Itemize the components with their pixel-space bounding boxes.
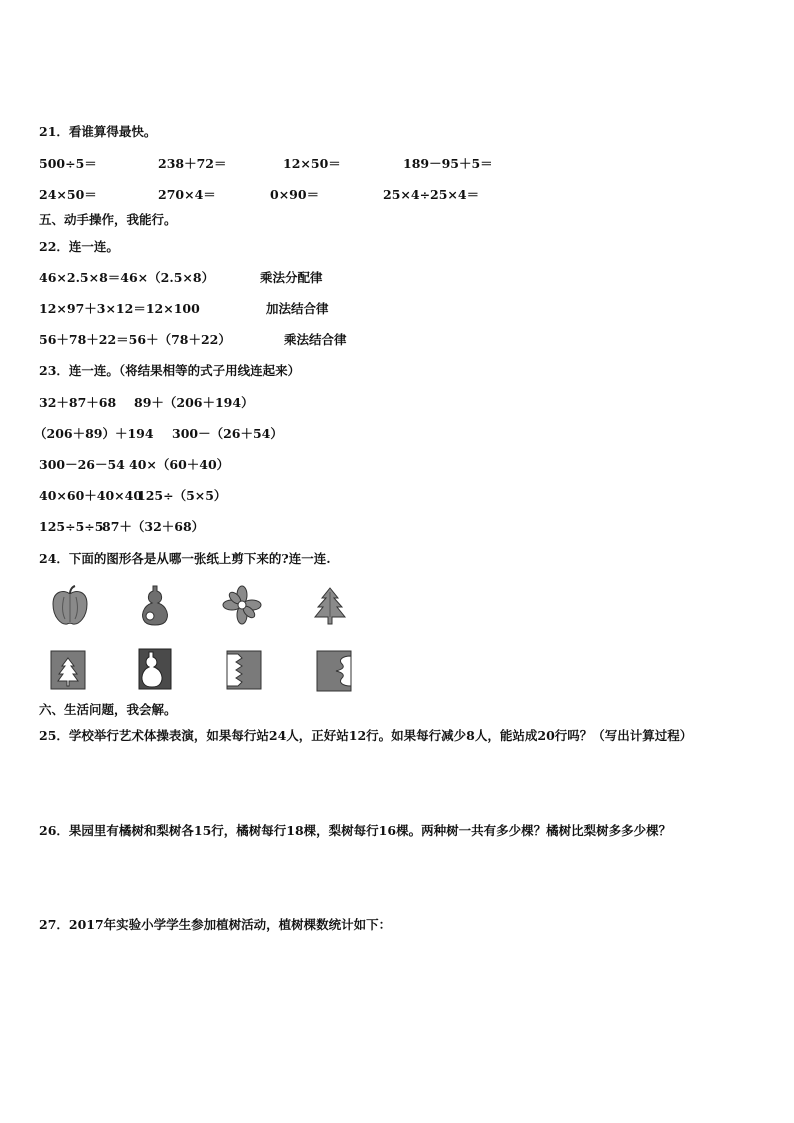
q23-right-5: 87＋（32＋68） [102,519,205,534]
q22-title: 22．连一连。 [39,239,119,254]
q21-expr-6: 270×4＝ [158,187,216,202]
paper-cut-4-icon [316,650,352,692]
q21-expr-2: 238＋72＝ [158,156,227,171]
section5-title: 五、动手操作，我能行。 [39,212,177,227]
q21-expr-5: 24×50＝ [39,187,97,202]
gourd-shape-icon [139,584,171,626]
q22-right-3: 乘法结合律 [284,332,347,347]
paper-cut-2-icon [138,648,172,690]
q22-left-3: 56＋78＋22＝56＋（78＋22） [39,332,231,347]
q23-left-1: 32＋87＋68 [39,395,117,410]
q26-text: 26．果园里有橘树和梨树各15行，橘树每行18棵，梨树每行16棵。两种树一共有多少棵？橘树比梨树多多少棵？ [39,823,672,838]
q21-expr-4: 189－95＋5＝ [403,156,493,171]
q21-expr-8: 25×4÷25×4＝ [383,187,480,202]
tree-shape-icon [313,587,347,625]
q21-expr-3: 12×50＝ [283,156,341,171]
q23-left-3: 300－26－54 [39,457,125,472]
q22-right-2: 加法结合律 [266,301,329,316]
q22-left-2: 12×97＋3×12＝12×100 [39,301,200,316]
q25-text: 25．学校举行艺术体操表演，如果每行站24人，正好站12行。如果每行减少8人，能站成20行吗？（写出计算过程） [39,728,693,743]
q24-title: 24．下面的图形各是从哪一张纸上剪下来的?连一连. [39,551,331,566]
q21-title: 21．看谁算得最快。 [39,124,157,139]
q23-left-2: （206＋89）＋194 [34,426,154,441]
q23-right-4: 125÷（5×5） [137,488,227,503]
q23-left-5: 125÷5÷5 [39,519,104,534]
paper-cut-1-icon [50,650,86,690]
q23-right-3: 40×（60＋40） [129,457,230,472]
paper-cut-3-icon [226,650,262,690]
q21-expr-7: 0×90＝ [270,187,320,202]
q22-right-1: 乘法分配律 [260,270,323,285]
q23-title: 23．连一连。（将结果相等的式子用线连起来） [39,363,301,378]
apple-shape-icon [50,585,90,627]
q22-left-1: 46×2.5×8＝46×（2.5×8） [39,270,215,285]
q23-left-4: 40×60＋40×40 [39,488,143,503]
flower-shape-icon [222,585,262,625]
q23-right-2: 300－（26＋54） [172,426,283,441]
section6-title: 六、生活问题，我会解。 [39,702,177,717]
q27-text: 27．2017年实验小学学生参加植树活动，植树棵数统计如下： [39,917,392,932]
q21-expr-1: 500÷5＝ [39,156,97,171]
q23-right-1: 89＋（206＋194） [134,395,254,410]
